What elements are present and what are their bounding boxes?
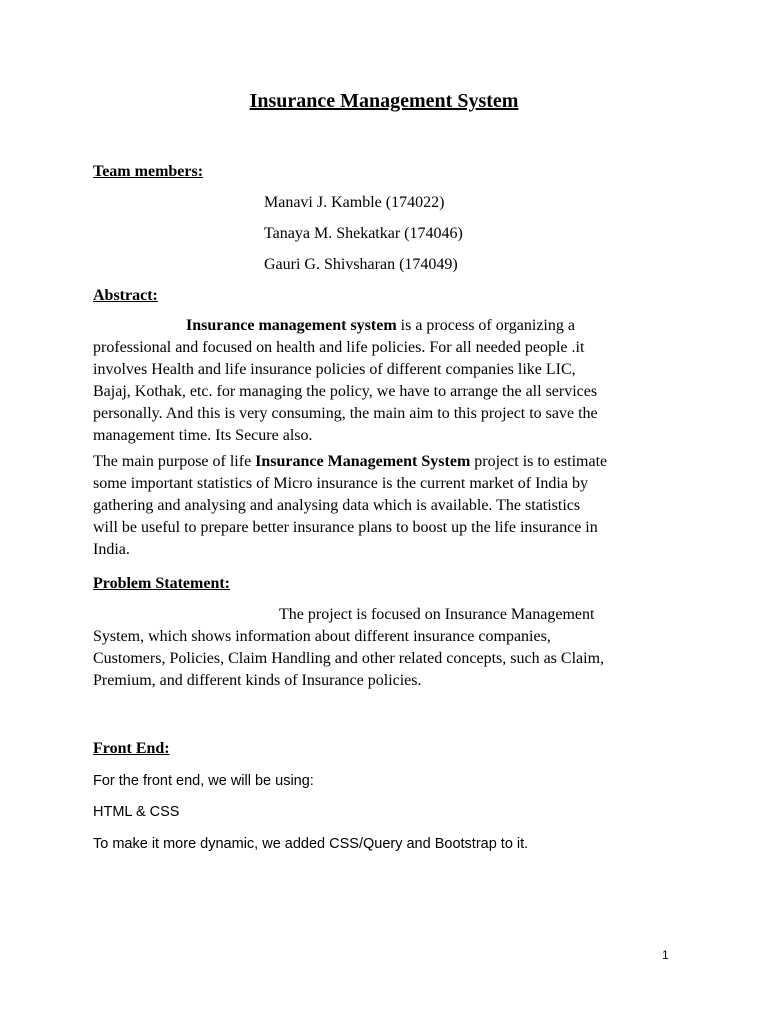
abstract-p2-line1: project is to estimate (470, 453, 608, 470)
abstract-p1-line2: professional and focused on health and life policies. For all needed people .it (93, 339, 585, 356)
problem-line2: System, which shows information about different insurance companies, (93, 628, 551, 645)
problem-statement-paragraph (93, 604, 683, 692)
abstract-p1-line1: is a process of organizing a (396, 317, 575, 334)
problem-line1: The project is focused on Insurance Management (279, 606, 595, 623)
problem-line3: Customers, Policies, Claim Handling and other related concepts, such as Claim, (93, 650, 605, 667)
team-members-heading: Team members: (93, 163, 204, 180)
front-end-line-3: To make it more dynamic, we added CSS/Query and Bootstrap to it. (93, 836, 529, 852)
problem-line4: Premium, and different kinds of Insurance policies. (93, 672, 422, 689)
abstract-p1-line3: involves Health and life insurance policies of different companies like LIC, (93, 361, 576, 378)
abstract-p2-line3: gathering and analysing and analysing data which is available. The statistics (93, 497, 581, 514)
abstract-paragraph-2 (93, 451, 683, 561)
abstract-p2-bold-term: Insurance Management System (255, 453, 471, 470)
front-end-line-1: For the front end, we will be using: (93, 773, 314, 789)
abstract-p1-line6: management time. Its Secure also. (93, 427, 313, 444)
problem-statement-heading: Problem Statement: (93, 575, 230, 592)
abstract-p2-line5: India. (93, 541, 130, 558)
abstract-p1-line5: personally. And this is very consuming, the main aim to this project to save the (93, 405, 598, 422)
team-member-1: Manavi J. Kamble (174022) (264, 194, 445, 211)
abstract-p2-line4: will be useful to prepare better insurance plans to boost up the life insurance in (93, 519, 598, 536)
abstract-bold-term: Insurance management system (186, 317, 397, 334)
page-number: 1 (662, 948, 669, 962)
abstract-p1-line4: Bajaj, Kothak, etc. for managing the policy, we have to arrange the all services (93, 383, 598, 400)
abstract-heading: Abstract: (93, 287, 158, 304)
document-title: Insurance Management System (249, 90, 519, 112)
team-member-3: Gauri G. Shivsharan (174049) (264, 256, 458, 273)
team-member-2: Tanaya M. Shekatkar (174046) (264, 225, 463, 242)
abstract-p2-start: The main purpose of life (93, 453, 256, 470)
abstract-paragraph-1 (93, 315, 683, 447)
front-end-line-2: HTML & CSS (93, 804, 180, 820)
abstract-p2-line2: some important statistics of Micro insurance is the current market of India by (93, 475, 588, 492)
front-end-heading: Front End: (93, 740, 170, 757)
